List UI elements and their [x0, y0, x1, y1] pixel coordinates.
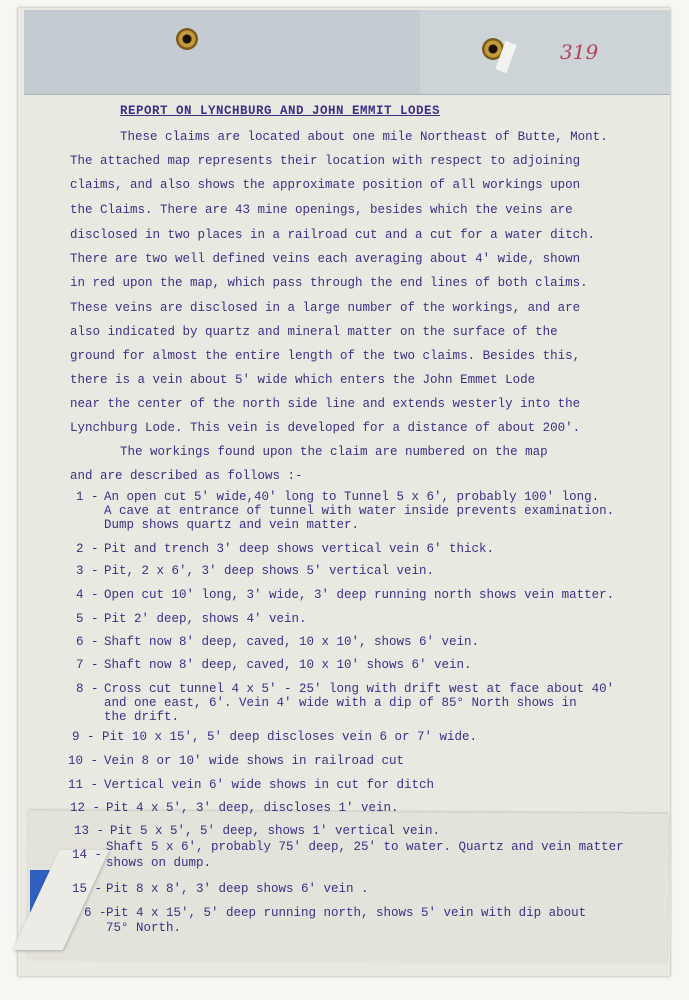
workings-intro-line: The workings found upon the claim are numbered on the map: [120, 445, 548, 459]
working-item-number: 1 -: [76, 490, 99, 504]
working-item-number: 13 -: [74, 824, 105, 838]
working-item-number: 10 -: [68, 754, 99, 768]
intro-line: disclosed in two places in a railroad cut and a cut for a water ditch.: [70, 228, 596, 242]
working-item-text: 75° North.: [106, 921, 182, 935]
intro-line: These claims are located about one mile Northeast of Butte, Mont.: [120, 130, 608, 144]
working-item-text: Pit 5 x 5', 5' deep, shows 1' vertical vein.: [110, 824, 441, 838]
working-item-text: Vein 8 or 10' wide shows in railroad cut: [104, 754, 405, 768]
workings-intro-line: and are described as follows :-: [70, 469, 303, 483]
working-item-text: and one east, 6'. Vein 4' wide with a dip of 85° North shows in: [104, 696, 577, 710]
working-item-text: Dump shows quartz and vein matter.: [104, 518, 360, 532]
working-item-text: Pit, 2 x 6', 3' deep shows 5' vertical vein.: [104, 564, 435, 578]
working-item-text: Pit 8 x 8', 3' deep shows 6' vein .: [106, 882, 369, 896]
intro-line: near the center of the north side line and extends westerly into the: [70, 397, 581, 411]
page-number: 319: [560, 40, 599, 64]
working-item-text: Vertical vein 6' wide shows in cut for ditch: [104, 778, 435, 792]
working-item-text: Pit 4 x 5', 3' deep, discloses 1' vein.: [106, 801, 399, 815]
intro-line: ground for almost the entire length of the two claims. Besides this,: [70, 349, 581, 363]
report-title: REPORT ON LYNCHBURG AND JOHN EMMIT LODES: [120, 104, 441, 118]
working-item-text: Pit 10 x 15', 5' deep discloses vein 6 or 7' wide.: [102, 730, 478, 744]
intro-line: the Claims. There are 43 mine openings, besides which the veins are: [70, 203, 573, 217]
working-item-text: the drift.: [104, 710, 180, 724]
intro-line: There are two well defined veins each averaging about 4' wide, shown: [70, 252, 581, 266]
intro-line: These veins are disclosed in a large number of the workings, and are: [70, 301, 581, 315]
working-item-text: Shaft 5 x 6', probably 75' deep, 25' to water. Quartz and vein matter: [106, 840, 624, 854]
working-item-text: Open cut 10' long, 3' wide, 3' deep running north shows vein matter.: [104, 588, 615, 602]
working-item-text: Cross cut tunnel 4 x 5' - 25' long with drift west at face about 40': [104, 682, 615, 696]
working-item-number: 14 -: [72, 848, 103, 862]
working-item-text: Shaft now 8' deep, caved, 10 x 10' shows 6' vein.: [104, 658, 472, 672]
working-item-number: 15 -: [72, 882, 103, 896]
intro-line: Lynchburg Lode. This vein is developed for a distance of about 200'.: [70, 421, 581, 435]
intro-line: there is a vein about 5' wide which enters the John Emmet Lode: [70, 373, 536, 387]
working-item-text: An open cut 5' wide,40' long to Tunnel 5 x 6', probably 100' long.: [104, 490, 600, 504]
working-item-text: Shaft now 8' deep, caved, 10 x 10', shows 6' vein.: [104, 635, 480, 649]
working-item-number: 4 -: [76, 588, 99, 602]
working-item-number: 7 -: [76, 658, 99, 672]
working-item-text: Pit and trench 3' deep shows vertical vein 6' thick.: [104, 542, 495, 556]
working-item-number: 3 -: [76, 564, 99, 578]
intro-line: The attached map represents their location with respect to adjoining: [70, 154, 581, 168]
intro-line: claims, and also shows the approximate position of all workings upon: [70, 178, 581, 192]
working-item-text: A cave at entrance of tunnel with water inside prevents examination.: [104, 504, 615, 518]
intro-line: also indicated by quartz and mineral matter on the surface of the: [70, 325, 558, 339]
working-item-number: 8 -: [76, 682, 99, 696]
working-item-text: Pit 4 x 15', 5' deep running north, shows 5' vein with dip about: [106, 906, 587, 920]
working-item-number: 11 -: [68, 778, 99, 792]
working-item-text: Pit 2' deep, shows 4' vein.: [104, 612, 307, 626]
working-item-number: 6 -: [76, 635, 99, 649]
working-item-number: 2 -: [76, 542, 99, 556]
working-item-number: 12 -: [70, 801, 101, 815]
working-item-number: 6 -: [84, 906, 107, 920]
working-item-number: 5 -: [76, 612, 99, 626]
working-item-number: 9 -: [72, 730, 95, 744]
working-item-text: shows on dump.: [106, 856, 212, 870]
intro-line: in red upon the map, which pass through the end lines of both claims.: [70, 276, 588, 290]
